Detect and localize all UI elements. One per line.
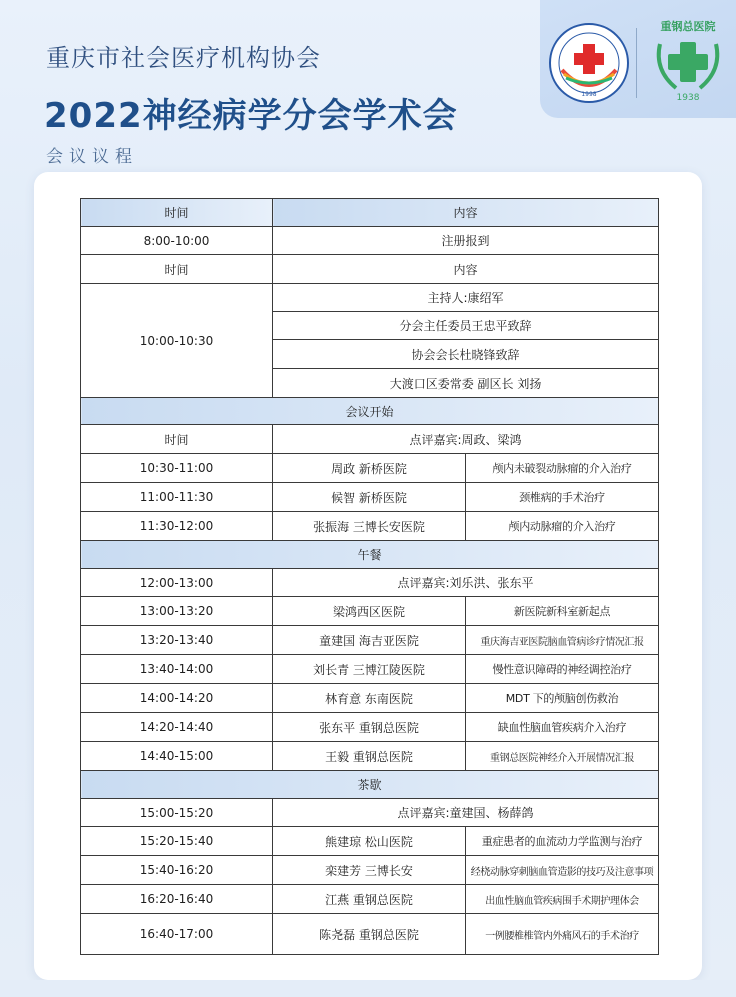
time-cell: 13:00-13:20 (81, 597, 273, 626)
table-row (81, 799, 659, 827)
conference-title: 2022神经病学分会学术会 (44, 96, 458, 136)
hospital-logo-name: 重钢总医院 (660, 20, 716, 33)
table-row (81, 569, 659, 597)
time-cell: 15:00-15:20 (81, 799, 273, 827)
agenda-table (80, 198, 659, 955)
speaker-cell: 熊建琼 松山医院 (273, 827, 466, 856)
table-row (81, 597, 659, 626)
speaker-cell: 周政 新桥医院 (273, 454, 466, 483)
table-row (81, 227, 659, 255)
speaker-cell: 童建国 海吉亚医院 (273, 626, 466, 655)
topic-cell: 重钢总医院神经介入开展情况汇报 (466, 742, 659, 771)
association-logo-icon (548, 22, 630, 104)
column-header-content: 内容 (273, 255, 659, 284)
topic-cell: 颈椎病的手术治疗 (466, 483, 659, 512)
time-cell: 13:20-13:40 (81, 626, 273, 655)
table-row (81, 684, 659, 713)
time-cell: 11:00-11:30 (81, 483, 273, 512)
host-cell: 点评嘉宾:童建国、杨薛鸽 (273, 799, 659, 827)
time-cell: 11:30-12:00 (81, 512, 273, 541)
speaker-cell: 梁鸿西区医院 (273, 597, 466, 626)
column-header-content: 内容 (273, 199, 659, 227)
table-row (81, 483, 659, 512)
speaker-cell: 陈尧磊 重钢总医院 (273, 914, 466, 955)
topic-cell: 新医院新科室新起点 (466, 597, 659, 626)
table-row (81, 827, 659, 856)
content-cell: 主持人:康绍军 (273, 284, 659, 312)
time-cell: 16:20-16:40 (81, 885, 273, 914)
topic-cell: 缺血性脑血管疾病介入治疗 (466, 713, 659, 742)
host-cell: 点评嘉宾:周政、梁鸿 (273, 425, 659, 454)
content-cell: 注册报到 (273, 227, 659, 255)
topic-cell: 出血性脑血管疾病围手术期护理体会 (466, 885, 659, 914)
table-row (81, 742, 659, 771)
speaker-cell: 候智 新桥医院 (273, 483, 466, 512)
table-row (81, 856, 659, 885)
footer-band (0, 980, 736, 997)
time-cell: 12:00-13:00 (81, 569, 273, 597)
logo-divider (636, 28, 637, 98)
table-row (81, 713, 659, 742)
content-cell: 分会主任委员王忠平致辞 (273, 312, 659, 340)
time-cell: 10:30-11:00 (81, 454, 273, 483)
hospital-logo-icon (646, 14, 730, 106)
content-cell: 协会会长杜晓锋致辞 (273, 340, 659, 369)
speaker-cell: 王毅 重钢总医院 (273, 742, 466, 771)
table-row (81, 425, 659, 454)
content-cell: 大渡口区委常委 副区长 刘扬 (273, 369, 659, 398)
topic-cell: 重庆海吉亚医院脑血管病诊疗情况汇报 (466, 626, 659, 655)
host-cell: 点评嘉宾:刘乐洪、张东平 (273, 569, 659, 597)
time-cell: 8:00-10:00 (81, 227, 273, 255)
time-cell: 13:40-14:00 (81, 655, 273, 684)
speaker-cell: 江燕 重钢总医院 (273, 885, 466, 914)
section-title: 茶歇 (81, 771, 659, 799)
table-row (81, 454, 659, 483)
time-cell: 14:00-14:20 (81, 684, 273, 713)
topic-cell: MDT 下的颅脑创伤救治 (466, 684, 659, 713)
table-row (81, 914, 659, 955)
topic-cell: 颅内未破裂动脉瘤的介入治疗 (466, 454, 659, 483)
table-row (81, 626, 659, 655)
table-row (81, 284, 659, 312)
section-row (81, 771, 659, 799)
column-header-time: 时间 (81, 199, 273, 227)
section-title: 午餐 (81, 541, 659, 569)
time-cell: 15:40-16:20 (81, 856, 273, 885)
topic-cell: 经桡动脉穿刺脑血管造影的技巧及注意事项 (466, 856, 659, 885)
topic-cell: 慢性意识障碍的神经调控治疗 (466, 655, 659, 684)
association-logo-year: 1998 (581, 91, 597, 98)
speaker-cell: 林育意 东南医院 (273, 684, 466, 713)
time-cell: 15:20-15:40 (81, 827, 273, 856)
time-cell: 16:40-17:00 (81, 914, 273, 955)
column-header-time: 时间 (81, 425, 273, 454)
topic-cell: 重症患者的血流动力学监测与治疗 (466, 827, 659, 856)
time-cell: 10:00-10:30 (81, 284, 273, 398)
topic-cell: 颅内动脉瘤的介入治疗 (466, 512, 659, 541)
section-title: 会议开始 (81, 398, 659, 425)
time-cell: 14:40-15:00 (81, 742, 273, 771)
section-row (81, 398, 659, 425)
speaker-cell: 栾建芳 三博长安 (273, 856, 466, 885)
table-row (81, 655, 659, 684)
table-row (81, 512, 659, 541)
table-header-row (81, 255, 659, 284)
table-row (81, 885, 659, 914)
section-row (81, 541, 659, 569)
agenda-subtitle: 会议议程 (46, 147, 138, 167)
hospital-logo-year: 1938 (676, 93, 700, 103)
time-cell: 14:20-14:40 (81, 713, 273, 742)
speaker-cell: 刘长青 三博江陵医院 (273, 655, 466, 684)
speaker-cell: 张振海 三博长安医院 (273, 512, 466, 541)
speaker-cell: 张东平 重钢总医院 (273, 713, 466, 742)
organization-name: 重庆市社会医疗机构协会 (46, 44, 321, 72)
topic-cell: 一例腰椎椎管内外痛风石的手术治疗 (466, 914, 659, 955)
column-header-time: 时间 (81, 255, 273, 284)
table-header-row (81, 199, 659, 227)
